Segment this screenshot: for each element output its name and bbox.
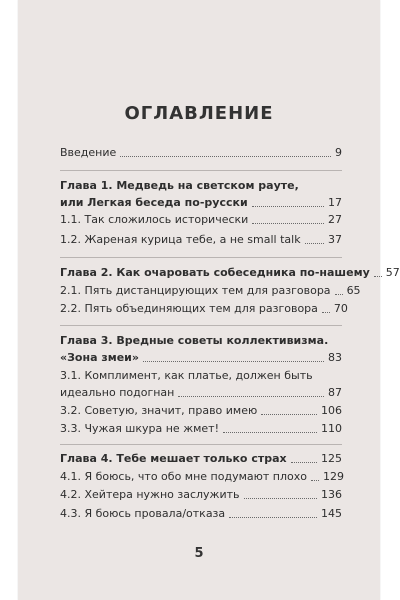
dot-leader [252, 206, 324, 207]
toc-entry-label: Глава 1. Медведь на светском рауте, [60, 179, 299, 192]
dot-leader [120, 156, 331, 157]
dot-leader [178, 396, 324, 397]
dot-leader [291, 462, 317, 463]
dot-leader [143, 361, 324, 362]
toc-section-3-1 [60, 385, 342, 400]
toc-entry-label: «Зона змеи» [60, 351, 139, 364]
toc-entry-page: 9 [335, 146, 342, 159]
toc-section-1-1 [60, 212, 342, 227]
toc-entry-page: 17 [328, 196, 342, 209]
toc-entry-page: 87 [328, 386, 342, 399]
toc-section-3-1-heading [60, 368, 342, 383]
toc-entry-label: 2.1. Пять дистанцирующих тем для разговора [60, 284, 331, 297]
toc-entry-label: Глава 4. Тебе мешает только страх [60, 452, 287, 465]
toc-chapter-1 [60, 195, 342, 210]
toc-entry-page: 27 [328, 213, 342, 226]
toc-section-3-2 [60, 403, 342, 418]
dot-leader [223, 432, 317, 433]
toc-entry-page: 110 [321, 422, 342, 435]
toc-entry-label: 3.1. Комплимент, как платье, должен быть [60, 369, 313, 382]
toc-entry-label: 4.3. Я боюсь провала/отказа [60, 507, 226, 520]
toc-entry-page: 65 [346, 284, 361, 297]
dot-leader [322, 312, 330, 313]
toc-entry-page: 129 [322, 470, 344, 483]
toc-section-1-2 [60, 232, 342, 247]
dot-leader [261, 414, 317, 415]
dot-leader [252, 223, 324, 224]
section-divider [60, 170, 342, 171]
toc-entry-label: 2.2. Пять объединяющих тем для разговора [60, 302, 318, 315]
toc-section-4-2 [60, 487, 342, 502]
toc-entry-page: 57 [385, 266, 400, 279]
toc-section-4-1 [60, 469, 342, 484]
toc-entry-label: 4.1. Я боюсь, что обо мне подумают плохо [60, 470, 307, 483]
toc-entry-label: Глава 2. Как очаровать собеседника по-нашему [60, 266, 370, 279]
toc-entry-label: 3.3. Чужая шкура не жмет! [60, 422, 219, 435]
book-page [18, 0, 400, 600]
toc-chapter-3-heading [60, 333, 342, 348]
toc-chapter-4 [60, 451, 342, 466]
page-number: 5 [194, 546, 204, 561]
dot-leader [311, 480, 319, 481]
toc-entry-page: 136 [321, 488, 342, 501]
toc-entry-intro [60, 145, 342, 160]
toc-entry-label: 4.2. Хейтера нужно заслужить [60, 488, 240, 501]
toc-entry-label: идеально подогнан [60, 386, 175, 399]
toc-chapter-1-heading [60, 178, 342, 193]
dot-leader [335, 294, 343, 295]
toc-entry-label: 1.1. Так сложилось исторически [60, 213, 249, 226]
dot-leader [244, 498, 318, 499]
dot-leader [305, 243, 324, 244]
toc-entry-label: 3.2. Советую, значит, право имею [60, 404, 258, 417]
toc-entry-page: 125 [321, 452, 342, 465]
toc-entry-page: 145 [321, 507, 342, 520]
toc-chapter-2 [60, 265, 400, 280]
toc-entry-label: или Легкая беседа по-русски [60, 196, 248, 209]
section-divider [60, 325, 342, 326]
toc-chapter-3 [60, 350, 342, 365]
toc-section-2-2 [60, 301, 348, 316]
page-title: ОГЛАВЛЕНИЕ [124, 103, 274, 124]
dot-leader [229, 517, 317, 518]
dot-leader [374, 276, 382, 277]
toc-entry-label: Глава 3. Вредные советы коллективизма. [60, 334, 329, 347]
toc-section-2-1 [60, 283, 361, 298]
toc-section-3-3 [60, 421, 342, 436]
toc-entry-page: 70 [333, 302, 348, 315]
toc-entry-label: Введение [60, 146, 117, 159]
section-divider [60, 257, 342, 258]
toc-entry-page: 83 [328, 351, 342, 364]
toc-entry-page: 106 [321, 404, 342, 417]
toc-section-4-3 [60, 506, 342, 521]
toc-entry-page: 37 [328, 233, 342, 246]
section-divider [60, 444, 342, 445]
toc-entry-label: 1.2. Жареная курица тебе, а не small talk [60, 233, 301, 246]
